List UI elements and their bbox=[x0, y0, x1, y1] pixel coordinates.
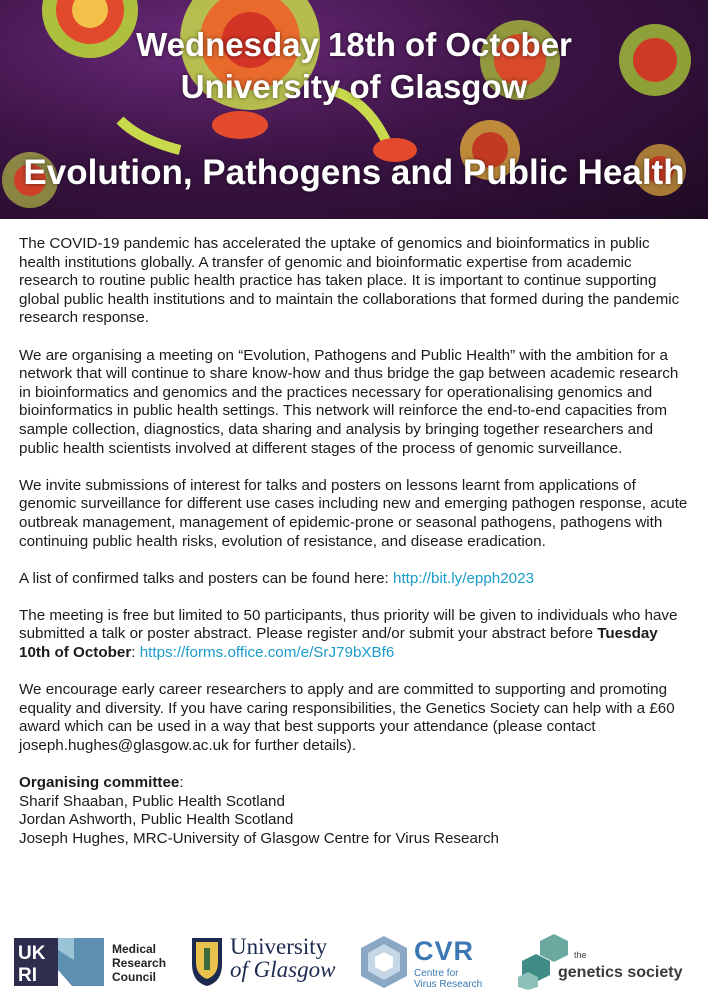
intro-paragraph: The COVID-19 pandemic has accelerated the uptake of genomics and bioinformatics in public health institutions globally. A transfer of genomic and bioinformatic expertise from academic research to routine public health practice has taken place. It is important to continue supporting global public health institutions and to maintain the collaborations that formed during the pandemic research response. bbox=[19, 235, 680, 327]
committee-member: Joseph Hughes, MRC-University of Glasgow Centre for Virus Research bbox=[19, 830, 500, 847]
deadline-colon: : bbox=[131, 644, 140, 662]
genetics-society-name: genetics society bbox=[558, 964, 683, 981]
uog-line: of Glasgow bbox=[230, 957, 336, 982]
committee-member: Jordan Ashworth, Public Health Scotland bbox=[19, 811, 294, 829]
cvr-subtitle bbox=[414, 968, 482, 990]
header-banner bbox=[0, 0, 708, 219]
committee-colon: : bbox=[179, 774, 184, 792]
committee-member: Sharif Shaaban, Public Health Scotland bbox=[19, 792, 285, 810]
cvr-subtitle-line: Centre for bbox=[414, 968, 459, 979]
cvr-title: CVR bbox=[414, 936, 475, 966]
registration-paragraph bbox=[19, 607, 691, 663]
genetics-society-the: the bbox=[574, 950, 587, 960]
registration-text: The meeting is free but limited to 50 participants, thus priority will be given to individuals who have submitted a talk or poster abstract. Please register and/or submit your abstract before bbox=[19, 606, 678, 643]
mrc-line: Research bbox=[112, 956, 167, 970]
meeting-paragraph: We are organising a meeting on “Evolution, Pathogens and Public Health” with the ambition for a network that will continue to share know-how and thus bridge the gap between academic research in bioinformatics and genomics and the practices necessary for operationalising genomics and bioinformatics in public health settings. This network will reinforce the end-to-end capacities from sample collection, diagnostics, data sharing and analysis by bringing together researchers and public health scientists involved at different stages of the process of genomic surveillance. bbox=[19, 346, 679, 457]
genetics-society-logo bbox=[514, 930, 699, 992]
sponsor-logos bbox=[0, 930, 708, 992]
talks-list-link[interactable]: http://bit.ly/epph2023 bbox=[393, 569, 535, 587]
mrc-line: Medical bbox=[112, 942, 157, 956]
university-of-glasgow-logo bbox=[190, 930, 340, 992]
cvr-logo bbox=[358, 930, 498, 992]
talks-list-text: A list of confirmed talks and posters can be found here: bbox=[19, 569, 393, 587]
ukri-logo-line1: UK bbox=[18, 943, 46, 964]
submissions-paragraph: We invite submissions of interest for talks and posters on lessons learnt from applications of genomic surveillance for different use cases including new and emerging pathogen response, acute outbreak management, management of epidemic-prone or seasonal pathogens, pathogens with continuing public health risks, evolution of resistance, and disease eradication. bbox=[19, 476, 688, 550]
ukri-mrc-logo bbox=[14, 930, 184, 992]
glasgow-crest-icon bbox=[190, 936, 224, 988]
university-of-glasgow-text bbox=[230, 935, 335, 981]
event-venue: University of Glasgow bbox=[180, 68, 528, 105]
mrc-line: Council bbox=[112, 970, 156, 984]
ukri-logo-icon bbox=[14, 930, 106, 992]
ukri-logo-line2: RI bbox=[18, 965, 37, 986]
uog-line: University bbox=[230, 934, 328, 959]
committee-section bbox=[19, 774, 691, 848]
talks-list-paragraph bbox=[19, 570, 691, 589]
event-title: Evolution, Pathogens and Public Health bbox=[23, 153, 685, 192]
mrc-text bbox=[112, 942, 166, 984]
committee-heading: Organising committee bbox=[19, 774, 180, 792]
equality-paragraph: We encourage early career researchers to apply and are committed to supporting and promoting equality and diversity. If you have caring responsibilities, the Genetics Society can help with a £60 award which can be used in a way that best supports your attendance (please contact joseph.hughes@glasgow.ac.uk for further details). bbox=[19, 681, 675, 755]
cvr-hexagon-icon bbox=[358, 934, 410, 990]
deadline-date: Tuesday 10th of October bbox=[19, 625, 658, 662]
registration-link[interactable]: https://forms.office.com/e/SrJ79bXBf6 bbox=[139, 644, 395, 662]
body-text bbox=[19, 235, 691, 849]
event-date: Wednesday 18th of October bbox=[136, 26, 572, 63]
cvr-subtitle-line: Virus Research bbox=[414, 979, 483, 990]
